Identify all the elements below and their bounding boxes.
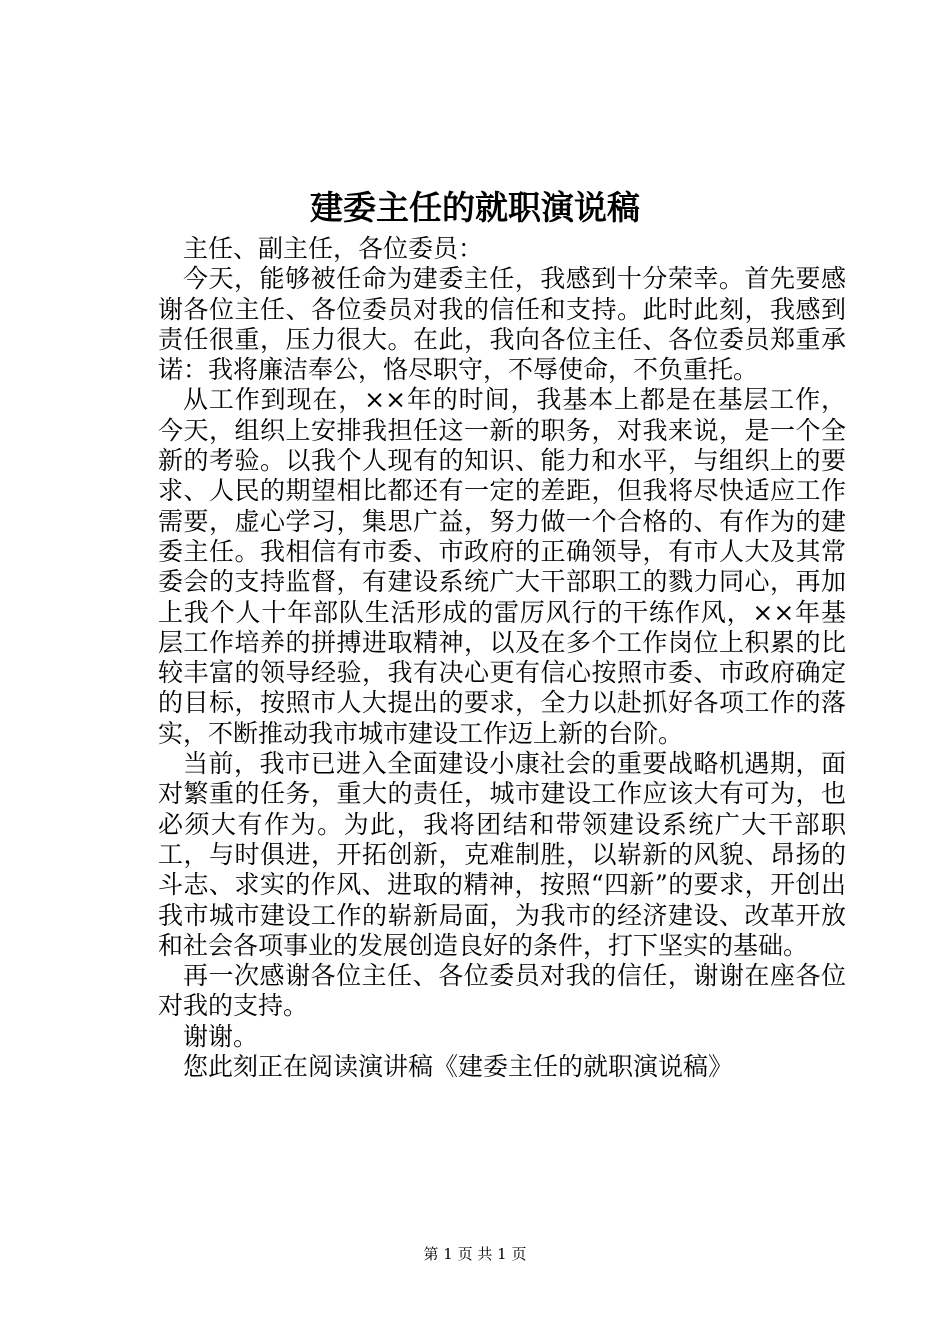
- reading-note: 您此刻正在阅读演讲稿《建委主任的就职演说稿》: [183, 1052, 734, 1082]
- closing-line: 谢谢。: [183, 1021, 259, 1051]
- paragraph-experience: 从工作到现在，××年的时间，我基本上都是在基层工作，今天，组织上安排我担任这一新的职务，对我来说，是一个全新的考验。以我个人现有的知识、能力和水平，与组织上的要求、人民的期望相比都还有一定的差距，但我将尽快适应工作需要，虚心学习，集思广益，努力做一个合格的、有作为的建委主任。我相信有市委、市政府的正确领导，有市人大及其常委会的支持监督，有建设系统广大干部职工的戮力同心，再加上我个人十年部队生活形成的雷厉风行的干练作风，××年基层工作培养的拼搏进取精神，以及在多个工作岗位上积累的比较丰富的领导经验，我有决心更有信心按照市委、市政府确定的目标，按照市人大提出的要求，全力以赴抓好各项工作的落实，不断推动我市城市建设工作迈上新的台阶。: [158, 385, 846, 748]
- document-body: [158, 234, 846, 1082]
- paragraph-opening: 今天，能够被任命为建委主任，我感到十分荣幸。首先要感谢各位主任、各位委员对我的信任和支持。此时此刻，我感到责任很重，压力很大。在此，我向各位主任、各位委员郑重承诺：我将廉洁奉公，恪尽职守，不辱使命，不负重托。: [158, 264, 846, 385]
- document-title: 建委主任的就职演说稿: [310, 188, 640, 227]
- page-footer: 第 1 页 共 1 页: [423, 1245, 527, 1263]
- salutation: 主任、副主任，各位委员：: [183, 234, 484, 263]
- paragraph-thanks: 再一次感谢各位主任、各位委员对我的信任，谢谢在座各位对我的支持。: [158, 961, 846, 1021]
- paragraph-commitment: 当前，我市已进入全面建设小康社会的重要战略机遇期，面对繁重的任务，重大的责任，城市建设工作应该大有可为，也必须大有作为。为此，我将团结和带领建设系统广大干部职工，与时俱进，开拓创新，克难制胜，以崭新的风貌、昂扬的斗志、求实的作风、进取的精神，按照“四新”的要求，开创出我市城市建设工作的崭新局面，为我市的经济建设、改革开放和社会各项事业的发展创造良好的条件，打下坚实的基础。: [158, 749, 846, 960]
